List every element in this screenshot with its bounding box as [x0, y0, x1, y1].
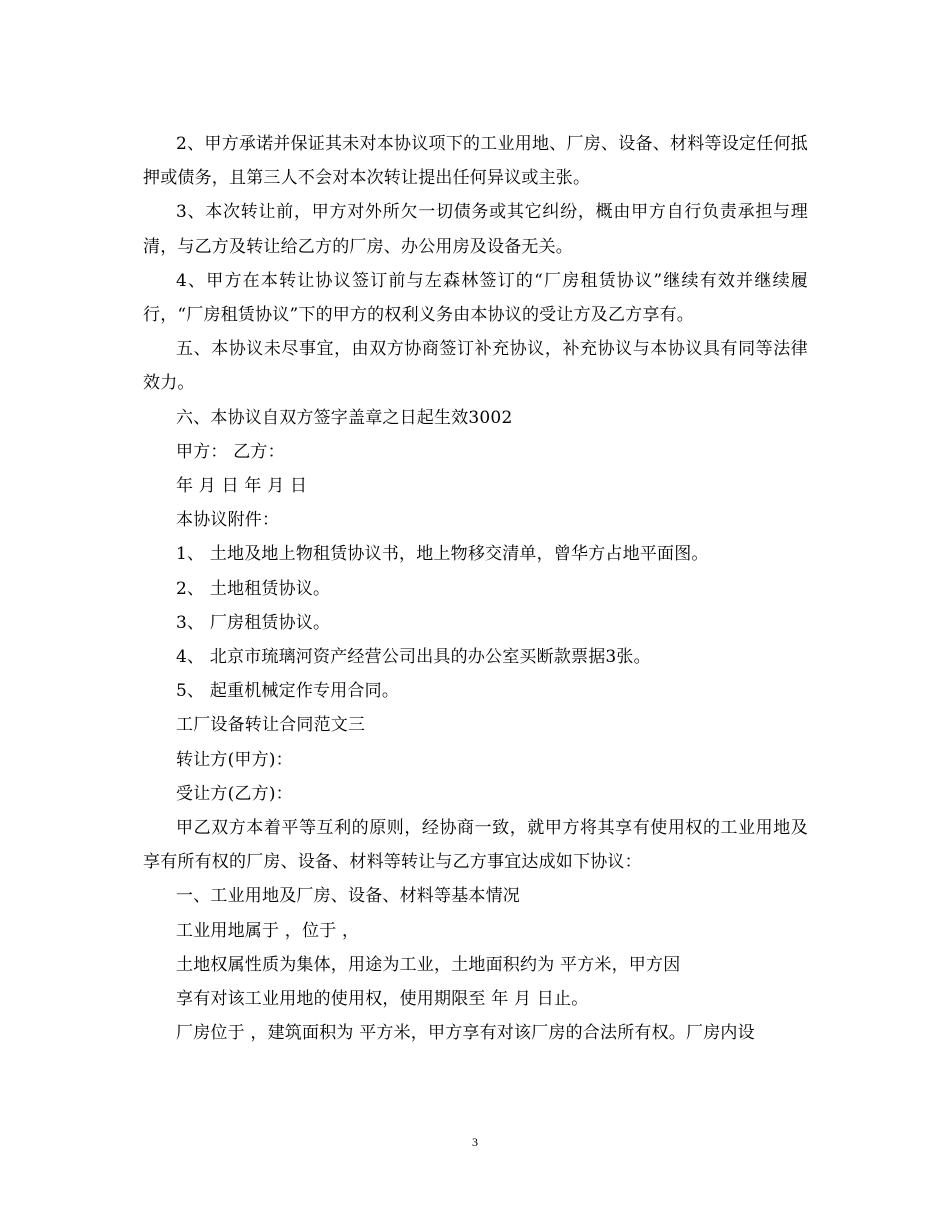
- paragraph-clause-3: 3、本次转让前，甲方对外所欠一切债务或其它纠纷，概由甲方自行负责承担与理清，与乙方及转让给乙方的厂房、办公用房及设备无关。: [143, 202, 808, 257]
- document-body: [143, 127, 808, 1050]
- attachments-heading: 本协议附件：: [176, 510, 280, 531]
- attachment-item-3: 3、 厂房租赁协议。: [176, 612, 331, 633]
- factory-location-line: 厂房位于 ，建筑面积为 平方米，甲方享有对该厂房的合法所有权。厂房内设: [176, 1023, 755, 1044]
- land-nature-line: 土地权属性质为集体，用途为工业，土地面积约为 平方米，甲方因: [176, 954, 681, 975]
- signature-date-line: 年 月 日 年 月 日: [176, 476, 308, 497]
- paragraph-article-6: 六、本协议自双方签字盖章之日起生效3002: [176, 407, 513, 428]
- attachment-item-2: 2、 土地租赁协议。: [176, 578, 331, 599]
- page-number: 3: [472, 1135, 478, 1149]
- paragraph-article-5: 五、本协议未尽事宜，由双方协商签订补充协议，补充协议与本协议具有同等法律效力。: [143, 339, 808, 394]
- attachment-item-4: 4、 北京市琉璃河资产经营公司出具的办公室买断款票据3张。: [176, 647, 651, 668]
- transferee-line: 受让方(乙方)：: [176, 783, 293, 804]
- attachment-item-1: 1、 土地及地上物租赁协议书，地上物移交清单，曾华方占地平面图。: [176, 544, 709, 565]
- transferor-line: 转让方(甲方)：: [176, 749, 293, 770]
- attachment-item-5: 5、 起重机械定作专用合同。: [176, 681, 400, 702]
- article-1-heading: 一、工业用地及厂房、设备、材料等基本情况: [176, 886, 520, 907]
- paragraph-clause-2: 2、甲方承诺并保证其未对本协议项下的工业用地、厂房、设备、材料等设定任何抵押或债务，且第三人不会对本次转让提出任何异议或主张。: [143, 134, 808, 189]
- paragraph-clause-4: 4、甲方在本转让协议签订前与左森林签订的“厂房租赁协议”继续有效并继续履行，“厂房租赁协议”下的甲方的权利义务由本协议的受让方及乙方享有。: [143, 270, 808, 326]
- paragraph-preamble: 甲乙双方本着平等互利的原则，经协商一致，就甲方将其享有使用权的工业用地及享有所有权的厂房、设备、材料等转让与乙方事宜达成如下协议：: [143, 818, 808, 873]
- land-location-line: 工业用地属于 ，位于 ，: [176, 920, 360, 941]
- section-title-sample-3: 工厂设备转让合同范文三: [176, 715, 366, 736]
- signature-parties-line: 甲方： 乙方：: [176, 441, 285, 462]
- land-use-term-line: 享有对该工业用地的使用权，使用期限至 年 月 日止。: [176, 989, 589, 1010]
